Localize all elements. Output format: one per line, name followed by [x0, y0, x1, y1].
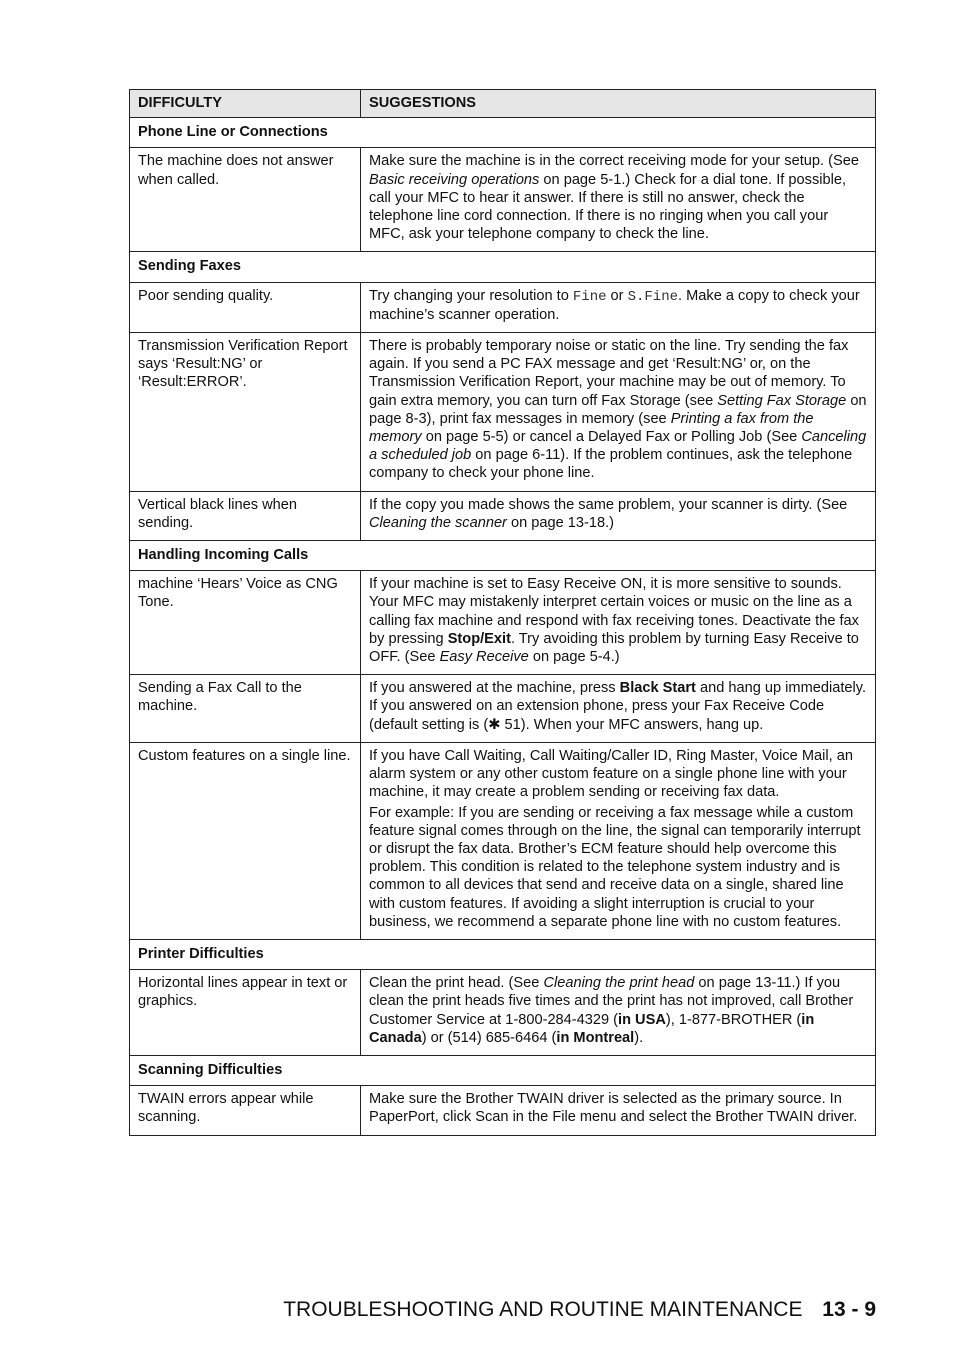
table-row: [130, 675, 876, 743]
page-footer: [283, 1298, 876, 1322]
difficulty-cell: Horizontal lines appear in text or graphics.: [130, 970, 361, 1056]
suggestion-text: on page 8-3), print fax messages in memory (see: [369, 392, 867, 427]
star-key-icon: ✱: [488, 715, 501, 733]
suggestion-text: on page 13-11.) If you clean the print heads five times and the print has not improved, call Brother Customer Service at 1-800-284-4329 (: [369, 975, 854, 1028]
suggestion-cell: [361, 282, 876, 332]
suggestion-text: Make sure the Brother TWAIN driver is selected as the primary source. In PaperPort, click Scan in the File menu and select the Brother TWAIN driver.: [369, 1091, 858, 1126]
section-title: Scanning Difficulties: [130, 1055, 876, 1085]
table-header-row: [130, 90, 876, 118]
suggestion-text: Setting Fax Storage: [717, 392, 847, 409]
suggestion-cell: [361, 148, 876, 252]
difficulty-cell: Custom features on a single line.: [130, 742, 361, 939]
suggestion-text: on page 5-1.) Check for a dial tone. If possible, call your MFC to hear it answer. If there is still no answer, check the telephone line cord connection. If there is no ringing when you call your MFC, ask your telephone company to check the line.: [369, 171, 847, 243]
suggestion-text: . Try avoiding this problem by turning Easy Receive to OFF. (See: [369, 630, 859, 666]
difficulty-cell: Poor sending quality.: [130, 282, 361, 332]
difficulty-cell: Vertical black lines when sending.: [130, 491, 361, 540]
suggestion-cell: [361, 742, 876, 939]
suggestion-text: ).: [634, 1029, 644, 1046]
suggestion-text: in USA: [618, 1011, 666, 1028]
suggestion-text: Easy Receive: [439, 649, 529, 666]
suggestion-text: ) or (514) 685-6464 (: [421, 1029, 557, 1046]
suggestion-text: Canceling a scheduled job: [369, 429, 867, 464]
suggestions-column-header: SUGGESTIONS: [361, 90, 876, 118]
suggestion-text: Cleaning the scanner: [369, 514, 507, 531]
suggestion-text: on page 6-11). If the problem continues, ask the telephone company to check your phone line.: [369, 447, 853, 482]
suggestion-text: Try changing your resolution to: [369, 287, 573, 304]
table-row: [130, 491, 876, 540]
table-row: [130, 571, 876, 675]
table-row: [130, 1086, 876, 1135]
suggestion-text: Printing a fax from the memory: [369, 410, 814, 446]
chapter-title: TROUBLESHOOTING AND ROUTINE MAINTENANCE: [283, 1298, 803, 1321]
suggestion-cell: [361, 970, 876, 1056]
suggestion-text: Clean the print head. (See: [369, 975, 544, 992]
suggestion-text: or: [606, 287, 628, 304]
suggestion-text: and hang up immediately. If you answered on an extension phone, press your Fax Receive Code (default setting is (: [369, 680, 867, 733]
suggestion-text: Make sure the machine is in the correct receiving mode for your setup. (See: [369, 153, 859, 170]
difficulty-cell: The machine does not answer when called.: [130, 148, 361, 252]
section-header-row: [130, 939, 876, 969]
suggestion-text: on page 13-18.): [506, 514, 615, 531]
suggestion-text: Stop/Exit: [447, 630, 511, 647]
section-title: Phone Line or Connections: [130, 118, 876, 148]
suggestion-text: ), 1-877-BROTHER (: [665, 1011, 802, 1028]
suggestion-text: Fine: [572, 288, 607, 305]
suggestion-text: If the copy you made shows the same problem, your scanner is dirty. (See: [369, 496, 848, 513]
section-header-row: [130, 118, 876, 148]
suggestion-text: on page 5-4.): [528, 649, 620, 666]
suggestion-text: on page 5-5) or cancel a Delayed Fax or Polling Job (See: [421, 429, 802, 446]
suggestion-text: If your machine is set to Easy Receive ON, it is more sensitive to sounds. Your MFC may mistakenly interpret certain voices or music on the line as a calling fax machine and respond with fax receiving tones. Deactivate the fax by pressing: [369, 576, 859, 647]
difficulty-cell: machine ‘Hears’ Voice as CNG Tone.: [130, 571, 361, 675]
section-title: Sending Faxes: [130, 252, 876, 282]
suggestion-text: If you have Call Waiting, Call Waiting/Caller ID, Ring Master, Voice Mail, an alarm system or any other custom feature on a single phone line with your machine, it may create a problem sending or receiving fax data.: [369, 747, 853, 801]
section-header-row: [130, 1055, 876, 1085]
table-row: [130, 333, 876, 492]
suggestion-text: Black Start: [619, 680, 696, 697]
suggestion-text: There is probably temporary noise or static on the line. Try sending the fax again. If you send a PC FAX message and get ‘Result:NG’ or, on the Transmission Verification Report, your machine may be out of memory. To gain extra memory, you can turn off Fax Storage (see: [369, 338, 849, 409]
table-row: [130, 742, 876, 939]
difficulty-cell: Transmission Verification Report says ‘Result:NG’ or ‘Result:ERROR’.: [130, 333, 361, 492]
suggestion-cell: [361, 333, 876, 492]
suggestion-cell: [361, 675, 876, 743]
difficulty-cell: TWAIN errors appear while scanning.: [130, 1086, 361, 1135]
table-row: [130, 970, 876, 1056]
suggestion-text: . Make a copy to check your machine’s scanner operation.: [369, 287, 860, 323]
suggestion-text: in Canada: [369, 1011, 815, 1046]
section-header-row: [130, 252, 876, 282]
table-row: [130, 148, 876, 252]
troubleshooting-table: [129, 89, 876, 1136]
suggestion-text: S.Fine: [627, 288, 679, 305]
suggestion-cell: [361, 1086, 876, 1135]
suggestion-cell: [361, 571, 876, 675]
page-number: 13 - 9: [822, 1298, 876, 1321]
suggestion-cell: [361, 491, 876, 540]
suggestion-text: in Montreal: [556, 1029, 635, 1046]
section-title: Printer Difficulties: [130, 939, 876, 969]
difficulty-cell: Sending a Fax Call to the machine.: [130, 675, 361, 743]
section-header-row: [130, 541, 876, 571]
table-row: [130, 282, 876, 332]
section-title: Handling Incoming Calls: [130, 541, 876, 571]
difficulty-column-header: DIFFICULTY: [130, 90, 361, 118]
suggestion-paragraph: For example: If you are sending or receiving a fax message while a custom feature signal comes through on the line, the signal can temporarily interrupt or disrupt the fax data. Brother’s ECM feature should help overcome this problem. This condition is related to the telephone system industry and is common to all devices that send and receive data on a single, shared line with custom features. If avoiding a slight interruption is crucial to your business, we recommend a separate phone line with no custom features.: [369, 804, 861, 930]
table-body: [130, 118, 876, 1135]
suggestion-text: 51). When your MFC answers, hang up.: [500, 716, 764, 733]
suggestion-text: Basic receiving operations: [369, 171, 540, 188]
suggestion-text: If you answered at the machine, press: [369, 680, 620, 697]
suggestion-text: Cleaning the print head: [543, 975, 695, 992]
